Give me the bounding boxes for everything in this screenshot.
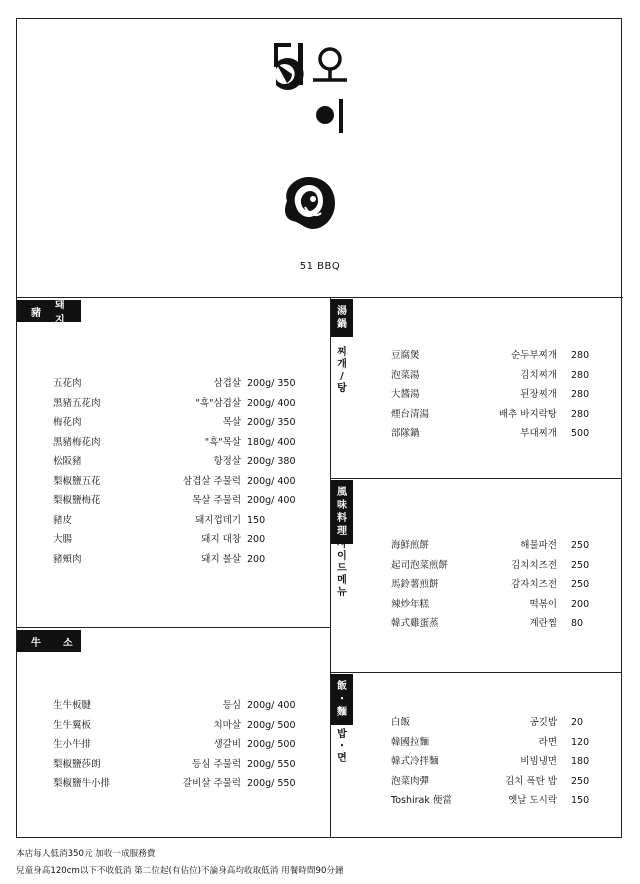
item-price: 200: [247, 534, 266, 545]
note-line: 兒童身高120cm以下不收低消 第二位起(有佔位)不論身高均收取低消 用餐時間90分鐘: [16, 866, 344, 876]
item-name-zh: 馬鈴薯煎餅: [391, 579, 439, 590]
item-name-ko: 부대찌개: [520, 428, 557, 439]
tag-char: 鍋: [337, 319, 347, 330]
item-name-ko: 공깃밥: [529, 717, 557, 728]
item-price: 200: [247, 553, 266, 565]
soup-vertical-ko: [331, 347, 353, 395]
menu-item-row: [53, 377, 323, 391]
menu-item-row: [53, 777, 323, 791]
item-price: 500: [571, 428, 590, 439]
item-name-ko: 등심 주물럭: [192, 758, 241, 770]
item-name-zh: 生牛翼板: [53, 719, 92, 731]
vertical-char: 사: [337, 539, 347, 550]
logo-digit-one: [298, 43, 303, 85]
item-name-ko: 목살 주물럭: [192, 495, 241, 506]
item-name-zh: 煙台清湯: [391, 408, 430, 420]
menu-item-row: [53, 758, 323, 772]
menu-item-row: [391, 736, 611, 750]
item-price: 180g/ 400: [247, 436, 296, 448]
side-vertical-ko: [331, 539, 353, 599]
section-tag-ko: 소: [63, 637, 73, 649]
vertical-char: ・: [337, 741, 347, 752]
vertical-char: 탕: [337, 383, 347, 394]
item-name-zh: 辣炒年糕: [391, 598, 430, 610]
vertical-char: 면: [337, 753, 347, 764]
item-name-ko: 삼겹살 주물럭: [182, 475, 241, 487]
menu-item-row: [53, 553, 323, 567]
menu-item-row: [391, 559, 611, 573]
item-price: 250: [571, 540, 590, 551]
item-name-ko: 계란찜: [529, 618, 557, 629]
meat-steak-icon: [279, 171, 343, 237]
section-tag-zh: 豬: [31, 307, 41, 319]
item-price: 200g/ 350: [247, 417, 296, 428]
brand-name: 51 BBQ: [299, 261, 341, 272]
vertical-char: 개: [337, 359, 347, 370]
item-name-ko: "흑"목살: [204, 436, 241, 448]
item-price: 120: [571, 736, 590, 748]
item-name-zh: 大腸: [53, 534, 73, 545]
item-price: 200g/ 550: [247, 758, 296, 770]
section-tag-ko: 돼지: [55, 300, 65, 326]
item-price: 150: [571, 795, 590, 806]
item-name-zh: 韓式雞蛋蒸: [391, 618, 439, 629]
item-name-zh: 梅花肉: [53, 417, 82, 428]
item-name-ko: 돼지 볼살: [201, 553, 241, 565]
item-price: 200g/ 400: [247, 397, 296, 409]
note-line: 本店每人低消350元 加收一成服務費: [16, 849, 156, 859]
item-name-zh: 梨椒鹽莎朗: [53, 758, 101, 770]
menu-item-row: [391, 408, 611, 422]
item-name-zh: 韓國拉麵: [391, 736, 430, 748]
item-name-zh: Toshirak 便當: [391, 795, 452, 806]
item-name-ko: 김치찌개: [520, 369, 557, 381]
menu-item-row: [53, 514, 323, 528]
item-name-ko: 갈비살 주물럭: [182, 778, 241, 789]
section-tag-beef: [17, 630, 81, 652]
section-tag-side: [331, 480, 353, 544]
item-name-ko: 목살: [222, 417, 241, 428]
section-tag-zh: 牛: [31, 637, 41, 649]
divider-pork-beef: [17, 627, 330, 628]
item-name-ko: 등심: [222, 700, 241, 711]
item-name-ko: 라면: [538, 736, 557, 748]
menu-item-row: [391, 794, 611, 808]
item-price: 200g/ 500: [247, 719, 296, 731]
item-name-ko: 떡볶이: [529, 598, 557, 610]
item-name-zh: 韓式冷拌麵: [391, 756, 439, 767]
item-price: 280: [571, 389, 590, 400]
menu-item-row: [53, 416, 323, 430]
item-price: 250: [571, 775, 590, 787]
item-name-zh: 松阪豬: [53, 456, 82, 467]
item-name-zh: 生小牛排: [53, 739, 92, 750]
menu-item-row: [391, 775, 611, 789]
item-name-ko: 생갈비: [213, 739, 241, 750]
tag-char: 湯: [337, 306, 347, 317]
item-name-zh: 黑豬梅花肉: [53, 436, 101, 448]
item-name-zh: 海鮮煎餅: [391, 540, 430, 551]
vertical-char: 드: [337, 563, 347, 574]
vertical-char: 이: [337, 551, 347, 562]
divider-side-rice: [330, 672, 621, 673]
item-name-ko: 해물파전: [520, 540, 557, 551]
vertical-char: /: [340, 371, 344, 382]
item-name-zh: 生牛板腱: [53, 700, 92, 711]
tag-char: 麵: [337, 707, 347, 718]
item-name-zh: 豆腐煲: [391, 350, 420, 361]
logo-hangul-o: [313, 49, 347, 80]
logo: [17, 19, 623, 159]
tag-char: ・: [337, 694, 347, 705]
item-name-ko: 된장찌개: [520, 389, 557, 400]
menu-item-row: [391, 388, 611, 402]
menu-item-row: [391, 578, 611, 592]
item-price: 200g/ 380: [247, 456, 296, 467]
item-name-zh: 梨椒鹽梅花: [53, 495, 101, 506]
tag-char: 飯: [337, 681, 347, 692]
menu-item-row: [53, 533, 323, 547]
menu-item-row: [53, 397, 323, 411]
item-name-zh: 泡菜肉彈: [391, 775, 430, 787]
item-name-zh: 黑豬五花肉: [53, 397, 101, 409]
item-price: 150: [247, 514, 266, 526]
tag-char: 料: [337, 513, 347, 524]
item-price: 200: [571, 598, 590, 610]
menu-item-row: [53, 719, 323, 733]
item-price: 200g/ 400: [247, 475, 296, 487]
item-name-ko: 옛날 도시락: [508, 795, 557, 806]
rice-vertical-ko: [331, 729, 353, 765]
item-name-ko: 김치 폭탄 밥: [505, 775, 557, 787]
item-price: 280: [571, 369, 590, 381]
item-price: 200g/ 400: [247, 495, 296, 506]
menu-item-row: [53, 494, 323, 508]
item-price: 20: [571, 717, 584, 728]
vertical-char: 메: [337, 575, 347, 586]
section-tag-soup: [331, 299, 353, 337]
item-name-zh: 起司泡菜煎餅: [391, 559, 449, 571]
item-price: 200g/ 400: [247, 700, 296, 711]
menu-item-row: [53, 738, 323, 752]
menu-item-row: [391, 755, 611, 769]
divider-header: [17, 297, 623, 298]
item-name-zh: 白飯: [391, 717, 411, 728]
menu-item-row: [53, 699, 323, 713]
item-price: 250: [571, 559, 590, 571]
item-name-zh: 大醬湯: [391, 389, 420, 400]
menu-item-row: [53, 455, 323, 469]
item-price: 280: [571, 408, 590, 420]
logo-hangul-i: [316, 99, 343, 133]
menu-item-row: [53, 475, 323, 489]
item-name-ko: 항정살: [213, 456, 241, 467]
menu-item-row: [391, 716, 611, 730]
item-name-ko: 치마살: [213, 719, 241, 731]
tag-char: 風: [337, 487, 347, 498]
menu-item-row: [53, 436, 323, 450]
footer-notes: [16, 846, 344, 880]
item-name-zh: 梨椒鹽五花: [53, 475, 101, 487]
item-name-zh: 泡菜湯: [391, 369, 420, 381]
tag-char: 味: [337, 500, 347, 511]
section-tag-pork: [17, 300, 81, 326]
item-name-ko: "흑"삼겹살: [195, 397, 241, 409]
item-name-ko: 순두부찌개: [511, 350, 557, 361]
item-price: 250: [571, 579, 590, 590]
menu-item-row: [391, 617, 611, 631]
item-name-ko: 감자치즈전: [511, 579, 557, 590]
item-name-ko: 배추 바지락탕: [498, 408, 557, 420]
menu-item-row: [391, 598, 611, 612]
item-price: 180: [571, 756, 590, 767]
menu-item-row: [391, 349, 611, 363]
vertical-char: 찌: [337, 347, 347, 358]
item-name-zh: 豬皮: [53, 514, 73, 526]
menu-item-row: [391, 369, 611, 383]
vertical-char: 밥: [337, 729, 347, 740]
section-tag-rice: [331, 674, 353, 725]
item-price: 200g/ 350: [247, 378, 296, 389]
item-price: 280: [571, 350, 590, 361]
item-name-zh: 豬頰肉: [53, 553, 82, 565]
item-name-ko: 돼지 대창: [201, 534, 241, 545]
item-name-ko: 김치치즈전: [511, 559, 557, 571]
item-name-ko: 비빔냉면: [520, 756, 557, 767]
item-name-ko: 돼지껍데기: [195, 514, 241, 526]
item-name-zh: 五花肉: [53, 378, 82, 389]
item-price: 200g/ 500: [247, 739, 296, 750]
menu-item-row: [391, 427, 611, 441]
tag-char: 理: [337, 526, 347, 537]
vertical-char: 뉴: [337, 587, 347, 598]
menu-item-row: [391, 539, 611, 553]
item-name-zh: 部隊鍋: [391, 428, 420, 439]
item-price: 200g/ 550: [247, 778, 296, 789]
item-name-zh: 梨椒鹽牛小排: [53, 778, 111, 789]
item-price: 80: [571, 618, 584, 629]
divider-soup-side: [330, 478, 621, 479]
item-name-ko: 삼겹살: [213, 378, 241, 389]
menu-frame: [16, 18, 622, 838]
